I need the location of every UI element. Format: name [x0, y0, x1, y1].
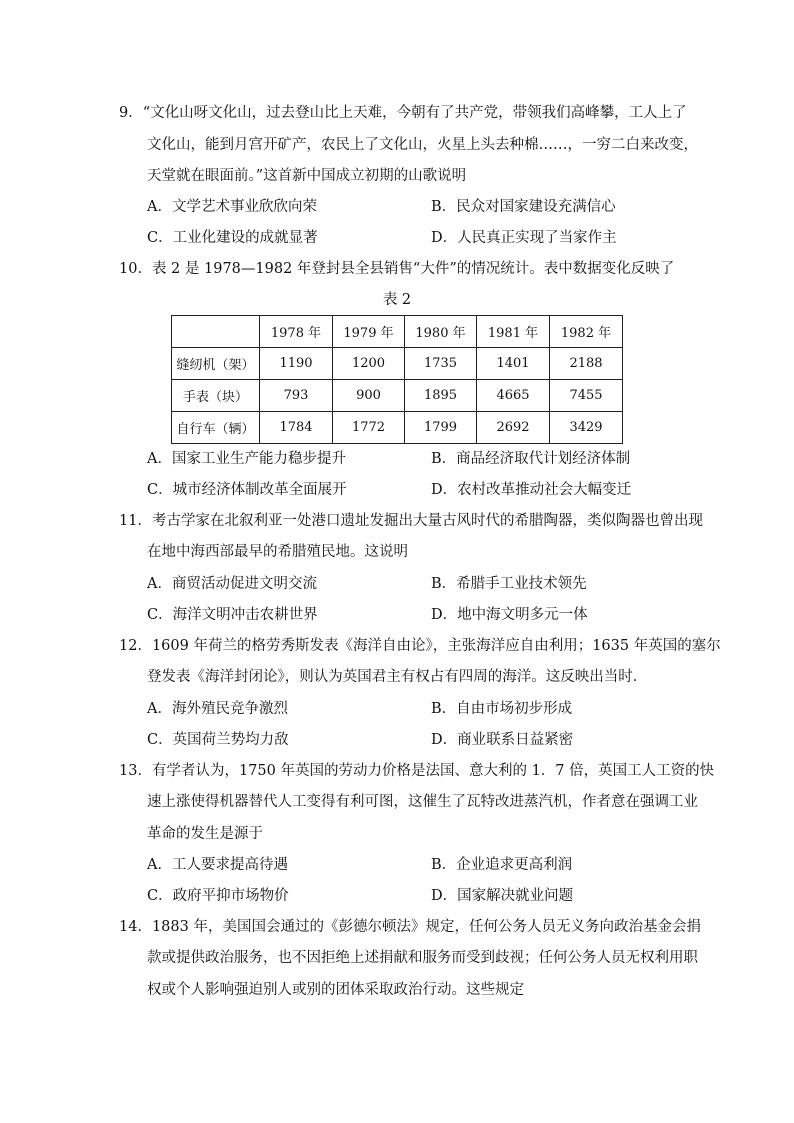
table-caption: 表 2 — [382, 292, 412, 308]
table-cell: 1735 — [405, 348, 477, 380]
table-row — [172, 380, 623, 412]
q9-option-a[interactable]: A．文学艺术事业欣欣向荣 — [147, 199, 317, 215]
table-header-cell: 1978 年 — [260, 316, 333, 348]
q12-option-b[interactable]: B．自由市场初步形成 — [431, 701, 573, 717]
q11-option-a[interactable]: A．商贸活动促进文明交流 — [147, 576, 317, 592]
q10-option-c[interactable]: C．城市经济体制改革全面展开 — [147, 482, 347, 498]
q12-option-c[interactable]: C．英国荷兰势均力敌 — [147, 732, 289, 748]
table-cell: 2188 — [550, 348, 623, 380]
table-row-label: 手表（块） — [172, 380, 260, 412]
table-cell: 1895 — [405, 380, 477, 412]
q14-stem-line-1: 14．1883 年，美国国会通过的《彭德尔顿法》规定，任何公务人员无义务向政治基金会捐 — [119, 919, 701, 935]
q11-stem-line-2: 在地中海西部最早的希腊殖民地。这说明 — [147, 544, 408, 560]
q13-stem-line-3: 革命的发生是源于 — [147, 826, 263, 842]
q9-stem-line-2: 文化山，能到月宫开矿产，农民上了文化山，火星上头去种棉……，一穷二白来改变， — [147, 137, 698, 153]
q9-stem-line-1: 9．“文化山呀文化山，过去登山比上天难，今朝有了共产党，带领我们高峰攀，工人上了 — [119, 105, 687, 121]
table-row-label: 自行车（辆） — [172, 412, 260, 444]
table-header-cell: 1980 年 — [405, 316, 477, 348]
table-row — [172, 348, 623, 380]
table-cell: 1200 — [333, 348, 405, 380]
q11-stem-line-1: 11．考古学家在北叙利亚一处港口遗址发掘出大量古风时代的希腊陶器，类似陶器也曾出现 — [119, 513, 703, 529]
table-cell: 1772 — [333, 412, 405, 444]
q11-option-b[interactable]: B．希腊手工业技术领先 — [431, 576, 587, 592]
table-header-cell: 1982 年 — [550, 316, 623, 348]
table-row — [172, 412, 623, 444]
q13-option-b[interactable]: B．企业追求更高利润 — [431, 857, 573, 873]
q12-option-a[interactable]: A．海外殖民竞争激烈 — [147, 701, 288, 717]
q11-option-d[interactable]: D．地中海文明多元一体 — [431, 607, 588, 623]
table-header-cell: 1979 年 — [333, 316, 405, 348]
sales-table — [171, 315, 623, 444]
q13-option-c[interactable]: C．政府平抑市场物价 — [147, 888, 289, 904]
table-cell: 7455 — [550, 380, 623, 412]
q12-stem-line-2: 登发表《海洋封闭论》，则认为英国君主有权占有四周的海洋。这反映出当时． — [147, 669, 648, 685]
table-header-row — [172, 316, 623, 348]
table-cell: 1401 — [477, 348, 550, 380]
q13-option-a[interactable]: A．工人要求提高待遇 — [147, 857, 288, 873]
table-cell: 2692 — [477, 412, 550, 444]
q14-stem-line-2: 款或提供政治服务，也不因拒绝上述捐献和服务而受到歧视；任何公务人员无权利用职 — [147, 950, 698, 966]
table-header-cell: 1981 年 — [477, 316, 550, 348]
q10-option-d[interactable]: D．农村改革推动社会大幅变迁 — [431, 482, 632, 498]
q9-option-b[interactable]: B．民众对国家建设充满信心 — [431, 199, 616, 215]
q9-option-c[interactable]: C．工业化建设的成就显著 — [147, 230, 318, 246]
table-cell: 1799 — [405, 412, 477, 444]
table-row-label: 缝纫机（架） — [172, 348, 260, 380]
q13-option-d[interactable]: D．国家解决就业问题 — [431, 888, 574, 904]
q11-option-c[interactable]: C．海洋文明冲击农耕世界 — [147, 607, 318, 623]
q9-stem-line-3: 天堂就在眼面前。”这首新中国成立初期的山歌说明 — [147, 168, 467, 184]
table-cell: 3429 — [550, 412, 623, 444]
table-cell: 793 — [260, 380, 333, 412]
table-cell: 4665 — [477, 380, 550, 412]
table-header-cell — [172, 316, 260, 348]
q12-option-d[interactable]: D．商业联系日益紧密 — [431, 732, 574, 748]
q9-option-d[interactable]: D．人民真正实现了当家作主 — [431, 230, 617, 246]
q14-stem-line-3: 权或个人影响强迫别人或别的团体采取政治行动。这些规定 — [147, 982, 524, 998]
q10-option-a[interactable]: A．国家工业生产能力稳步提升 — [147, 451, 346, 467]
table-cell: 1190 — [260, 348, 333, 380]
q12-stem-line-1: 12．1609 年荷兰的格劳秀斯发表《海洋自由论》，主张海洋应自由利用；1635 年英国的塞尔 — [119, 638, 721, 654]
table-cell: 900 — [333, 380, 405, 412]
table-cell: 1784 — [260, 412, 333, 444]
q10-option-b[interactable]: B．商品经济取代计划经济体制 — [431, 451, 631, 467]
q10-stem-line-1: 10．表 2 是 1978—1982 年登封县全县销售“大件”的情况统计。表中数据变化反映了 — [119, 261, 675, 277]
q13-stem-line-1: 13．有学者认为，1750 年英国的劳动力价格是法国、意大利的 1．7 倍，英国工人工资的快 — [119, 763, 715, 779]
q13-stem-line-2: 速上涨使得机器替代人工变得有利可图，这催生了瓦特改进蒸汽机，作者意在强调工业 — [147, 794, 698, 810]
